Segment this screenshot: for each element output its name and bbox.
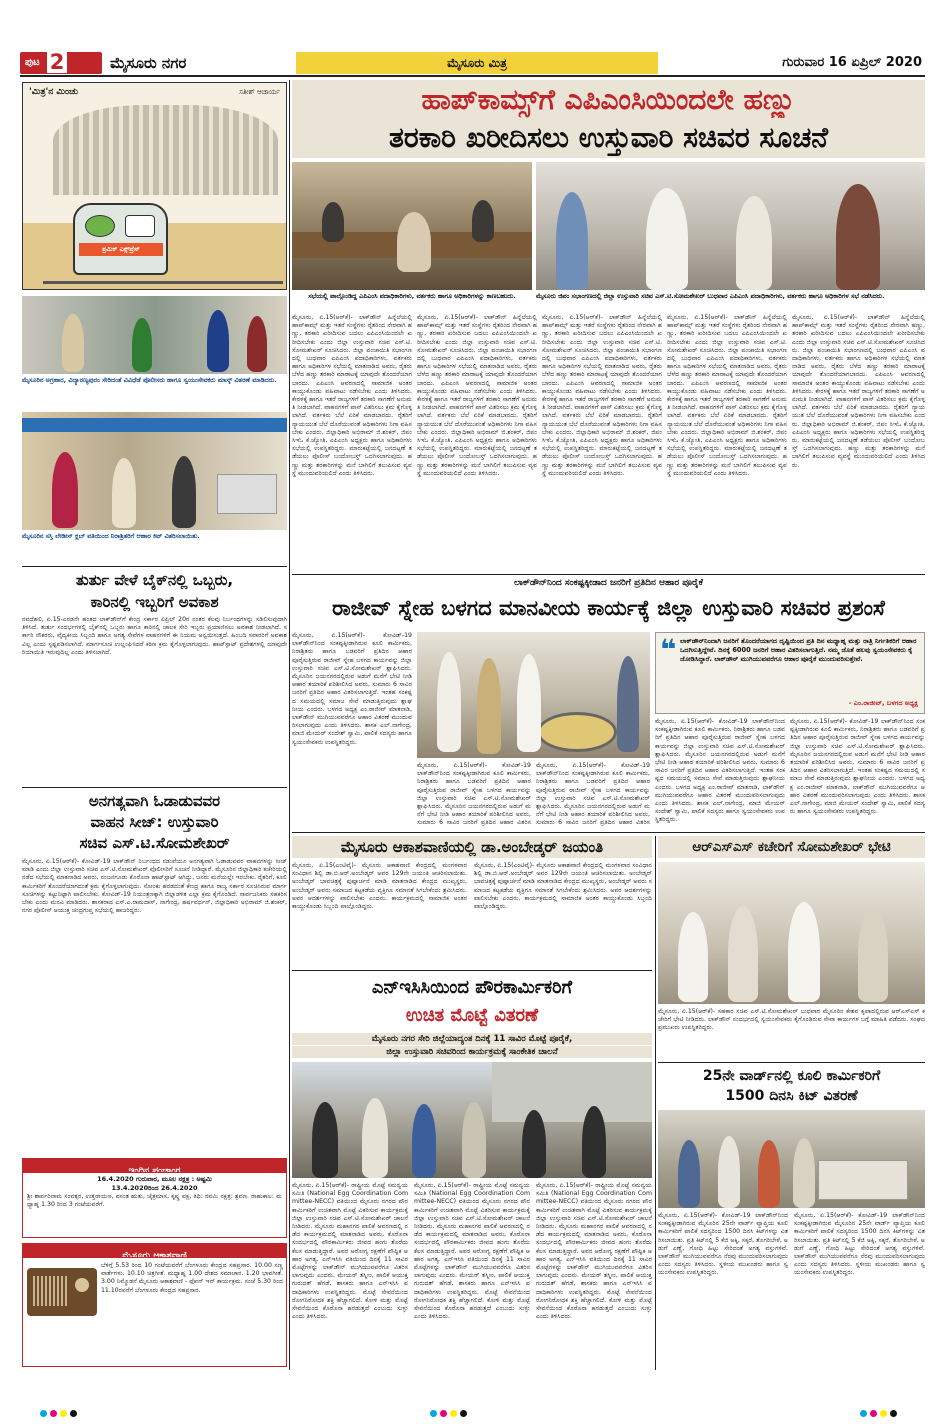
column-rule-left xyxy=(289,80,290,1370)
left-rule-1 xyxy=(22,566,287,567)
paper-name: ಮೈಸೂರು ಮಿತ್ರ xyxy=(447,56,507,70)
panchanga-body: ಶ್ರೀ ಶಾರ್ವರಿನಾಮ ಸಂವತ್ಸರ, ಉತ್ತರಾಯಣ, ವಸಂತ ಋತು, ಚೈತ್ರಮಾಸ, ಕೃಷ್ಣ ಪಕ್ಷ, ತಿಥಿ: ನವಮಿ ನಕ್ಷತ್ರ: ಶ್ರವಣ. ರಾಹುಕಾಲ: ಮಧ್ಯಾಹ್ನ 1.30 ರಿಂದ 3 ಗಂಟೆಯವರೆಗೆ. xyxy=(27,1193,282,1209)
left-photo-food-kits xyxy=(22,412,287,530)
main-caption-1: ಸಭೆಯಲ್ಲಿ ಪಾಲ್ಗೊಂಡಿದ್ದ ಎಪಿಎಂಸಿ ಪದಾಧಿಕಾರಿಗಳು, ವರ್ತಕರು ಹಾಗೂ ಅಧಿಕಾರಿಗಳನ್ನು ಕಾಣಬಹುದು. xyxy=(308,292,516,300)
column-rule-bottom-mid xyxy=(655,836,656,1370)
register-dot xyxy=(440,1410,447,1417)
rss-body: ಮೈಸೂರು, ಏ.15(ಆರ್‌ಕೆ)- ಸಹಕಾರ ಸಚಿವ ಎಸ್.ಟಿ.ಸೋಮಶೇಖರ್ ಬುಧವಾರ ಮೈಸೂರಿನ ಕೇಶವ ಕೃಪಾದಲ್ಲಿರುವ ಆರ್‌ಎಸ್‌ಎಸ್ ಕಚೇರಿಗೆ ಭೇಟಿ ನೀಡಿದರು. ಲಾಕ್‌ಡೌನ್ ಸಂದರ್ಭದಲ್ಲಿ ಸ್ವಯಂಸೇವಕರು ಕೈಗೊಂಡಿರುವ ಸೇವಾ ಕಾರ್ಯಗಳ ಬಗ್ಗೆ ಮಾಹಿತಿ ಪಡೆದರು. ಸಂಘದ ಪ್ರಮುಖರು ಉಪಸ್ಥಿತರಿದ್ದರು. xyxy=(658,1008,925,1032)
register-dot xyxy=(890,1410,897,1417)
page-label: ಪುಟ xyxy=(25,57,40,68)
rajiv-headline: ರಾಜೀವ್ ಸ್ನೇಹ ಬಳಗದ ಮಾನವೀಯ ಕಾರ್ಯಕ್ಕೆ ಜಿಲ್ಲಾ ಉಸ್ತುವಾರಿ ಸಚಿವರ ಪ್ರಶಂಸೆ xyxy=(332,596,885,620)
rss-headline: ಆರ್‌ಎಸ್‌ಎಸ್ ಕಚೇರಿಗೆ ಸೋಮಶೇಖರ್ ಭೇಟಿ xyxy=(658,836,925,858)
panchanga-title-bar xyxy=(22,1158,287,1176)
necc-subhead-2: ಜಿಲ್ಲಾ ಉಸ್ತುವಾರಿ ಸಚಿವರಿಂದ ಕಾರ್ಯಕ್ರಮಕ್ಕೆ ಸಾಂಕೇತಿಕ ಚಾಲನೆ xyxy=(292,1046,652,1058)
quote-attribution: - ಎಂ.ರಾಜೀವ್, ಬಳಗದ ಅಧ್ಯಕ್ಷ xyxy=(848,699,918,707)
page-number: 2 xyxy=(47,51,67,73)
rajiv-rule xyxy=(292,832,925,833)
rss-rule xyxy=(658,1062,925,1063)
necc-headline-1: ಎನ್‌ಇಸಿಸಿಯಿಂದ ಪೌರಕಾರ್ಮಿಕರಿಗೆ xyxy=(371,977,573,998)
kicker: ಲಾಕ್‌ಡೌನ್‌ನಿಂದ ಸಂಕಷ್ಟಕ್ಕೀಡಾದ ಜನರಿಗೆ ಪ್ರತಿದಿನ ಆಹಾರ ಪೂರೈಕೆ xyxy=(513,578,704,588)
masthead-rule xyxy=(20,75,925,77)
radio-title: ಮೈಸೂರು ಆಕಾಶವಾಣಿ xyxy=(122,1251,187,1261)
issue-date: ಗುರುವಾರ 16 ಏಪ್ರಿಲ್ 2020 xyxy=(782,55,922,70)
necc-subhead-1: ಮೈಸೂರು ನಗರ ಸೇರಿ ಜಿಲ್ಲೆಯಾದ್ಯಂತ ದಿನಕ್ಕೆ 11 ಸಾವಿರ ಮೊಟ್ಟೆ ಪೂರೈಕೆ, xyxy=(292,1033,652,1045)
rajiv-photo xyxy=(417,632,650,758)
seizure-headline-3: ಸಚಿವ ಎಸ್.ಟಿ.ಸೋಮಶೇಖರ್ xyxy=(79,834,230,852)
main-headline-2: ತರಕಾರಿ ಖರೀದಿಸಲು ಉಸ್ತುವಾರಿ ಸಚಿವರ ಸೂಚನೆ xyxy=(389,121,828,154)
left-photo-mask-distribution xyxy=(22,296,287,374)
main-body-col5: ಮೈಸೂರು, ಏ.15(ಆರ್‌ಕೆ)- ಲಾಕ್‌ಡೌನ್ ಹಿನ್ನೆಲೆಯಲ್ಲಿ ಹಾಪ್‌ಕಾಮ್ಸ್ ಮತ್ತು ಇತರೆ ಸಂಸ್ಥೆಗಳು ರೈತರಿಂದ ನೇರವಾಗಿ ಹಣ್ಣು, ತರಕಾರಿ ಖರೀದಿಸುವ ಬದಲು ಎಪಿಎಂಸಿಯಿಂದಲೇ ಖರೀದಿಸಬೇಕು ಎಂದು ಜಿಲ್ಲಾ ಉಸ್ತುವಾರಿ ಸಚಿವ ಎಸ್.ಟಿ.ಸೋಮಶೇಖರ್ ಸೂಚಿಸಿದರು. ಜಿಲ್ಲಾ ಪಂಚಾಯಿತಿ ಸಭಾಂಗಣದಲ್ಲಿ ಬುಧವಾರ ಎಪಿಎಂಸಿ ಪದಾಧಿಕಾರಿಗಳು, ವರ್ತಕರು ಹಾಗೂ ಅಧಿಕಾರಿಗಳ ಸಭೆಯಲ್ಲಿ ಮಾತನಾಡಿದ ಅವರು, ರೈತರು ಬೆಳೆದ ಹಣ್ಣು ತರಕಾರಿ ಮಾರಾಟಕ್ಕೆ ಯಾವುದೇ ತೊಂದರೆಯಾಗಬಾರದು. ಎಪಿಎಂಸಿ ಆವರಣದಲ್ಲಿ ಸಾಮಾಜಿಕ ಅಂತರ ಕಾಯ್ದುಕೊಂಡು ವಹಿವಾಟು ನಡೆಸಬೇಕು ಎಂದು ತಿಳಿಸಿದರು. ಕೇರಳಕ್ಕೆ ಹಾಗೂ ಇತರೆ ರಾಜ್ಯಗಳಿಗೆ ತರಕಾರಿ ಸಾಗಣೆಗೆ ಅನುಮತಿ ನೀಡಲಾಗಿದೆ. ವಾಹನಗಳಿಗೆ ಪಾಸ್ ವಿತರಿಸಲು ಕ್ರಮ ಕೈಗೊಳ್ಳಲಾಗಿದೆ. ವರ್ತಕರು ಬೆಲೆ ಏರಿಕೆ ಮಾಡಬಾರದು. ರೈತರಿಗೆ ನ್ಯಾಯಯುತ ಬೆಲೆ ದೊರೆಯುವಂತೆ ಅಧಿಕಾರಿಗಳು ನಿಗಾ ವಹಿಸಬೇಕು ಎಂದರು. ಜಿಲ್ಲಾಧಿಕಾರಿ ಅಭಿರಾಮ್ ಜಿ.ಶಂಕರ್, ಜಿಪಂ ಸಿಇಓ ಕೆ.ಜ್ಯೋತಿ, ಎಪಿಎಂಸಿ ಅಧ್ಯಕ್ಷರು ಹಾಗೂ ಅಧಿಕಾರಿಗಳು ಸಭೆಯಲ್ಲಿ ಉಪಸ್ಥಿತರಿದ್ದರು. ಮಾರುಕಟ್ಟೆಯಲ್ಲಿ ಜನದಟ್ಟಣೆ ತಡೆಯಲು ಪೊಲೀಸ್ ಬಂದೋಬಸ್ತ್ ಒದಗಿಸಲಾಗುವುದು. ಹಣ್ಣು ಮತ್ತು ತರಕಾರಿಗಳನ್ನು ಮನೆ ಬಾಗಿಲಿಗೆ ತಲುಪಿಸುವ ವ್ಯವಸ್ಥೆ ಮುಂದುವರಿಯಲಿದೆ ಎಂದು ತಿಳಿಸಿದರು. xyxy=(792,314,925,469)
rajiv-body-col2: ಮೈಸೂರು, ಏ.15(ಆರ್‌ಕೆ)- ಕೋವಿಡ್-19 ಲಾಕ್‌ಡೌನ್‌ನಿಂದ ಸಂಕಷ್ಟಕ್ಕೀಡಾಗಿರುವ ಕೂಲಿ ಕಾರ್ಮಿಕರು, ನಿರಾಶ್ರಿತರು ಹಾಗೂ ಬಡವರಿಗೆ ಪ್ರತಿದಿನ ಆಹಾರ ಪೂರೈಸುತ್ತಿರುವ ರಾಜೀವ್ ಸ್ನೇಹ ಬಳಗದ ಕಾರ್ಯವನ್ನು ಜಿಲ್ಲಾ ಉಸ್ತುವಾರಿ ಸಚಿವ ಎಸ್.ಟಿ.ಸೋಮಶೇಖರ್ ಶ್ಲಾಘಿಸಿದರು. ಮೈಸೂರಿನ ಜಯನಗರದಲ್ಲಿರುವ ಅಡುಗೆ ಮನೆಗೆ ಭೇಟಿ ನೀಡಿ ಆಹಾರ ತಯಾರಿಕೆ ಪರಿಶೀಲಿಸಿದ ಅವರು, ಸುಮಾರು 6 ಸಾವಿರ ಜನರಿಗೆ ಪ್ರತಿದಿನ ಆಹಾರ ವಿತರಿಸ xyxy=(417,762,531,827)
main-headline-band xyxy=(292,80,925,158)
register-marks-right xyxy=(860,1402,900,1421)
register-dot xyxy=(460,1410,467,1417)
ambedkar-rule xyxy=(292,970,652,971)
register-dot xyxy=(430,1410,437,1417)
seizure-body: ಮೈಸೂರು, ಏ.15(ಆರ್‌ಕೆ)- ಕೋವಿಡ್-19 ಲಾಕ್‌ಡೌನ್ ನಿರ್ಬಂಧದ ನಡುವೆಯೂ ಅನಗತ್ಯವಾಗಿ ಓಡಾಡುವವರ ವಾಹನಗಳನ್ನು ಸೀಜ್ ಮಾಡಿ ಎಂದು ಜಿಲ್ಲಾ ಉಸ್ತುವಾರಿ ಸಚಿವ ಎಸ್.ಟಿ.ಸೋಮಶೇಖರ್ ಪೊಲೀಸರಿಗೆ ಸೂಚನೆ ನೀಡಿದ್ದಾರೆ. ಮೈಸೂರಿನ ಜಿಲ್ಲಾಧಿಕಾರಿ ಕಚೇರಿಯಲ್ಲಿ ನಡೆದ ಸಭೆಯಲ್ಲಿ ಮಾತನಾಡಿದ ಅವರು, ನಂಜನಗೂಡು ಕೊರೊನಾ ಹಾಟ್‌ಸ್ಪಾಟ್ ಆಗಿದ್ದು, ಜನರು ಮನೆಯಲ್ಲೇ ಇರಬೇಕು. ರೈತರಿಗೆ, ಕೂಲಿ ಕಾರ್ಮಿಕರಿಗೆ ತೊಂದರೆಯಾಗದಂತೆ ಕ್ರಮ ಕೈಗೊಳ್ಳಲಾಗುವುದು. ಸೋಂಕು ಹರಡದಂತೆ ಕೇಂದ್ರ ಹಾಗೂ ರಾಜ್ಯ ಸರ್ಕಾರ ಸೂಚಿಸಿರುವ ಮಾರ್ಗಸೂಚಿಗಳನ್ನು ಕಟ್ಟುನಿಟ್ಟಾಗಿ ಪಾಲಿಸಬೇಕು. ಕೋವಿಡ್-19 ನಿಯಂತ್ರಣಕ್ಕಾಗಿ ಜಿಲ್ಲಾಡಳಿತ ಎಲ್ಲಾ ಕ್ರಮ ಕೈಗೊಂಡಿದೆ. ಸಾರ್ವಜನಿಕರು ಸಹಕರಿಸಬೇಕು ಎಂದು ಮನವಿ ಮಾಡಿದರು. ಶಾಸಕರಾದ ಎಸ್.ಎ.ರಾಮದಾಸ್, ನಾಗೇಂದ್ರ, ಹರ್ಷವರ್ಧನ್, ಜಿಲ್ಲಾಧಿಕಾರಿ ಅಭಿರಾಮ್ ಜಿ.ಶಂಕರ್, ನಗರ ಪೊಲೀಸ್ ಆಯುಕ್ತ ಚಂದ್ರಗುಪ್ತ ಸಭೆಯಲ್ಲಿ ಹಾಜರಿದ್ದರು. xyxy=(22,858,287,915)
seizure-headline-1: ಅನಗತ್ಯವಾಗಿ ಓಡಾಡುವವರ xyxy=(88,792,221,810)
cartoon-title: 'ಮಿತ್ರ'ನ ಮಿಂಚು xyxy=(29,87,79,97)
rajiv-body-col4: ಮೈಸೂರು, ಏ.15(ಆರ್‌ಕೆ)- ಕೋವಿಡ್-19 ಲಾಕ್‌ಡೌನ್‌ನಿಂದ ಸಂಕಷ್ಟಕ್ಕೀಡಾಗಿರುವ ಕೂಲಿ ಕಾರ್ಮಿಕರು, ನಿರಾಶ್ರಿತರು ಹಾಗೂ ಬಡವರಿಗೆ ಪ್ರತಿದಿನ ಆಹಾರ ಪೂರೈಸುತ್ತಿರುವ ರಾಜೀವ್ ಸ್ನೇಹ ಬಳಗದ ಕಾರ್ಯವನ್ನು ಜಿಲ್ಲಾ ಉಸ್ತುವಾರಿ ಸಚಿವ ಎಸ್.ಟಿ.ಸೋಮಶೇಖರ್ ಶ್ಲಾಘಿಸಿದರು. ಮೈಸೂರಿನ ಜಯನಗರದಲ್ಲಿರುವ ಅಡುಗೆ ಮನೆಗೆ ಭೇಟಿ ನೀಡಿ ಆಹಾರ ತಯಾರಿಕೆ ಪರಿಶೀಲಿಸಿದ ಅವರು, ಸುಮಾರು 6 ಸಾವಿರ ಜನರಿಗೆ ಪ್ರತಿದಿನ ಆಹಾರ ವಿತರಿಸಲಾಗುತ್ತಿದೆ. ಇಂತಹ ಸಂಕಷ್ಟದ ಸಮಯದಲ್ಲಿ ಸಮಾಜ ಸೇವೆ ಮಾಡುತ್ತಿರುವುದು ಶ್ಲಾಘನೀಯ ಎಂದರು. ಬಳಗದ ಅಧ್ಯಕ್ಷ ಎಂ.ರಾಜೀವ್ ಮಾತನಾಡಿ, ಲಾಕ್‌ಡೌನ್ ಮುಗಿಯುವವರೆಗೂ ಆಹಾರ ವಿತರಣೆ ಮುಂದುವರಿಸಲಾಗುವುದು ಎಂದು ತಿಳಿಸಿದರು. ಶಾಸಕ ಎಲ್.ನಾಗೇಂದ್ರ, ಮಾಜಿ ಮೇಯರ್ ಸಂದೇಶ್ ಸ್ವಾಮಿ, ಪಾಲಿಕೆ ಸದಸ್ಯರು ಹಾಗೂ ಸ್ವಯಂಸೇವಕರು ಉಪಸ್ಥಿತರಿದ್ದರು. xyxy=(655,718,785,824)
ward-photo xyxy=(658,1110,925,1208)
emergency-headline-2: ಕಾರಿನಲ್ಲಿ ಇಬ್ಬರಿಗೆ ಅವಕಾಶ xyxy=(90,593,219,611)
radio-title-bar xyxy=(22,1243,287,1261)
seizure-headline-2: ವಾಹನ ಸೀಜ್: ಉಸ್ತುವಾರಿ xyxy=(90,813,219,831)
register-dot xyxy=(60,1410,67,1417)
rajiv-body-col1: ಮೈಸೂರು, ಏ.15(ಆರ್‌ಕೆ)- ಕೋವಿಡ್-19 ಲಾಕ್‌ಡೌನ್‌ನಿಂದ ಸಂಕಷ್ಟಕ್ಕೀಡಾಗಿರುವ ಕೂಲಿ ಕಾರ್ಮಿಕರು, ನಿರಾಶ್ರಿತರು ಹಾಗೂ ಬಡವರಿಗೆ ಪ್ರತಿದಿನ ಆಹಾರ ಪೂರೈಸುತ್ತಿರುವ ರಾಜೀವ್ ಸ್ನೇಹ ಬಳಗದ ಕಾರ್ಯವನ್ನು ಜಿಲ್ಲಾ ಉಸ್ತುವಾರಿ ಸಚಿವ ಎಸ್.ಟಿ.ಸೋಮಶೇಖರ್ ಶ್ಲಾಘಿಸಿದರು. ಮೈಸೂರಿನ ಜಯನಗರದಲ್ಲಿರುವ ಅಡುಗೆ ಮನೆಗೆ ಭೇಟಿ ನೀಡಿ ಆಹಾರ ತಯಾರಿಕೆ ಪರಿಶೀಲಿಸಿದ ಅವರು, ಸುಮಾರು 6 ಸಾವಿರ ಜನರಿಗೆ ಪ್ರತಿದಿನ ಆಹಾರ ವಿತರಿಸಲಾಗುತ್ತಿದೆ. ಇಂತಹ ಸಂಕಷ್ಟದ ಸಮಯದಲ್ಲಿ ಸಮಾಜ ಸೇವೆ ಮಾಡುತ್ತಿರುವುದು ಶ್ಲಾಘನೀಯ ಎಂದರು. ಬಳಗದ ಅಧ್ಯಕ್ಷ ಎಂ.ರಾಜೀವ್ ಮಾತನಾಡಿ, ಲಾಕ್‌ಡೌನ್ ಮುಗಿಯುವವರೆಗೂ ಆಹಾರ ವಿತರಣೆ ಮುಂದುವರಿಸಲಾಗುವುದು ಎಂದು ತಿಳಿಸಿದರು. ಶಾಸಕ ಎಲ್.ನಾಗೇಂದ್ರ, ಮಾಜಿ ಮೇಯರ್ ಸಂದೇಶ್ ಸ್ವಾಮಿ, ಪಾಲಿಕೆ ಸದಸ್ಯರು ಹಾಗೂ ಸ್ವಯಂಸೇವಕರು ಉಪಸ್ಥಿತರಿದ್ದರು. xyxy=(292,632,412,746)
register-marks-center xyxy=(430,1402,470,1421)
rajiv-body-col5: ಮೈಸೂರು, ಏ.15(ಆರ್‌ಕೆ)- ಕೋವಿಡ್-19 ಲಾಕ್‌ಡೌನ್‌ನಿಂದ ಸಂಕಷ್ಟಕ್ಕೀಡಾಗಿರುವ ಕೂಲಿ ಕಾರ್ಮಿಕರು, ನಿರಾಶ್ರಿತರು ಹಾಗೂ ಬಡವರಿಗೆ ಪ್ರತಿದಿನ ಆಹಾರ ಪೂರೈಸುತ್ತಿರುವ ರಾಜೀವ್ ಸ್ನೇಹ ಬಳಗದ ಕಾರ್ಯವನ್ನು ಜಿಲ್ಲಾ ಉಸ್ತುವಾರಿ ಸಚಿವ ಎಸ್.ಟಿ.ಸೋಮಶೇಖರ್ ಶ್ಲಾಘಿಸಿದರು. ಮೈಸೂರಿನ ಜಯನಗರದಲ್ಲಿರುವ ಅಡುಗೆ ಮನೆಗೆ ಭೇಟಿ ನೀಡಿ ಆಹಾರ ತಯಾರಿಕೆ ಪರಿಶೀಲಿಸಿದ ಅವರು, ಸುಮಾರು 6 ಸಾವಿರ ಜನರಿಗೆ ಪ್ರತಿದಿನ ಆಹಾರ ವಿತರಿಸಲಾಗುತ್ತಿದೆ. ಇಂತಹ ಸಂಕಷ್ಟದ ಸಮಯದಲ್ಲಿ ಸಮಾಜ ಸೇವೆ ಮಾಡುತ್ತಿರುವುದು ಶ್ಲಾಘನೀಯ ಎಂದರು. ಬಳಗದ ಅಧ್ಯಕ್ಷ ಎಂ.ರಾಜೀವ್ ಮಾತನಾಡಿ, ಲಾಕ್‌ಡೌನ್ ಮುಗಿಯುವವರೆಗೂ ಆಹಾರ ವಿತರಣೆ ಮುಂದುವರಿಸಲಾಗುವುದು ಎಂದು ತಿಳಿಸಿದರು. ಶಾಸಕ ಎಲ್.ನಾಗೇಂದ್ರ, ಮಾಜಿ ಮೇಯರ್ ಸಂದೇಶ್ ಸ್ವಾಮಿ, ಪಾಲಿಕೆ ಸದಸ್ಯರು ಹಾಗೂ ಸ್ವಯಂಸೇವಕರು ಉಪಸ್ಥಿತರಿದ್ದರು. xyxy=(790,718,925,816)
panchanga-line1: 16.4.2020 ಗುರುವಾರ, ಮೂಲ ನಕ್ಷತ್ರ : ಅಷ್ಟಮಿ xyxy=(97,1175,212,1183)
ambedkar-headline: ಮೈಸೂರು ಆಕಾಶವಾಣಿಯಲ್ಲಿ ಡಾ.ಅಂಬೇಡ್ಕರ್ ಜಯಂತಿ xyxy=(292,836,652,858)
necc-body-col2: ಮೈಸೂರು, ಏ.15(ಆರ್‌ಕೆ)- ರಾಷ್ಟ್ರೀಯ ಮೊಟ್ಟೆ ಸಮನ್ವಯ ಸಮಿತಿ (National Egg Coordination Committee-NECC) ವತಿಯಿಂದ ಮೈಸೂರು ನಗರದ ಪೌರಕಾರ್ಮಿಕರಿಗೆ ಉಚಿತವಾಗಿ ಮೊಟ್ಟೆ ವಿತರಿಸುವ ಕಾರ್ಯಕ್ರಮಕ್ಕೆ ಜಿಲ್ಲಾ ಉಸ್ತುವಾರಿ ಸಚಿವ ಎಸ್.ಟಿ.ಸೋಮಶೇಖರ್ ಚಾಲನೆ ನೀಡಿದರು. ಮೈಸೂರು ಮಹಾನಗರ ಪಾಲಿಕೆ ಆವರಣದಲ್ಲಿ ನಡೆದ ಕಾರ್ಯಕ್ರಮದಲ್ಲಿ ಮಾತನಾಡಿದ ಅವರು, ಕೊರೊನಾ ಸಂದರ್ಭದಲ್ಲಿ ಪೌರಕಾರ್ಮಿಕರು ಜೀವದ ಹಂಗು ತೊರೆದು ಕೆಲಸ ಮಾಡುತ್ತಿದ್ದಾರೆ. ಅವರ ಆರೋಗ್ಯ ರಕ್ಷಣೆಗೆ ಪೌಷ್ಟಿಕ ಆಹಾರ ಅಗತ್ಯ. ಎನ್‌ಇಸಿಸಿ ವತಿಯಿಂದ ದಿನಕ್ಕೆ 11 ಸಾವಿರ ಮೊಟ್ಟೆಗಳನ್ನು ಲಾಕ್‌ಡೌನ್ ಮುಗಿಯುವವರೆಗೂ ವಿತರಿಸಲಾಗುವುದು ಎಂದರು. ಮೇಯರ್ ತಸ್ನೀಂ, ಪಾಲಿಕೆ ಆಯುಕ್ತ ಗುರುದತ್ ಹೆಗಡೆ, ಶಾಸಕರು ಹಾಗೂ ಎನ್‌ಇಸಿಸಿ ಪದಾಧಿಕಾರಿಗಳು ಉಪಸ್ಥಿತರಿದ್ದರು. ಮೊಟ್ಟೆ ಸೇವನೆಯಿಂದ ರೋಗನಿರೋಧಕ ಶಕ್ತಿ ಹೆಚ್ಚಾಗಲಿದೆ. ಕೋಳಿ ಮತ್ತು ಮೊಟ್ಟೆ ಸೇವನೆಯಿಂದ ಕೊರೊನಾ ಹರಡುತ್ತದೆ ಎಂಬುದು ಸುಳ್ಳು ಎಂದು ತಿಳಿಸಿದರು. xyxy=(414,1182,530,1321)
main-photo-1 xyxy=(292,162,532,290)
left-rule-2 xyxy=(22,787,287,788)
main-story-rule xyxy=(292,574,925,575)
ward-body-col2: ಮೈಸೂರು, ಏ.15(ಆರ್‌ಕೆ)- ಕೋವಿಡ್-19 ಲಾಕ್‌ಡೌನ್‌ನಿಂದ ಸಂಕಷ್ಟಕ್ಕೀಡಾಗಿರುವ ಮೈಸೂರಿನ 25ನೇ ವಾರ್ಡ್ ವ್ಯಾಪ್ತಿಯ ಕೂಲಿ ಕಾರ್ಮಿಕರಿಗೆ ಪಾಲಿಕೆ ಸದಸ್ಯರಿಂದ 1500 ದಿನಸಿ ಕಿಟ್‌ಗಳನ್ನು ವಿತರಿಸಲಾಯಿತು. ಪ್ರತಿ ಕಿಟ್‌ನಲ್ಲಿ 5 ಕೆಜಿ ಅಕ್ಕಿ, ಸಕ್ಕರೆ, ತೊಗರಿಬೇಳೆ, ಅಡುಗೆ ಎಣ್ಣೆ, ಗೋಧಿ ಹಿಟ್ಟು ಸೇರಿದಂತೆ ಅಗತ್ಯ ವಸ್ತುಗಳಿವೆ. ಲಾಕ್‌ಡೌನ್ ಮುಗಿಯುವವರೆಗೂ ನೆರವು ಮುಂದುವರಿಸಲಾಗುವುದು ಎಂದು ಸದಸ್ಯರು ತಿಳಿಸಿದರು. ಸ್ಥಳೀಯ ಮುಖಂಡರು ಹಾಗೂ ಸ್ವಯಂಸೇವಕರು ಉಪಸ್ಥಿತರಿದ್ದರು. xyxy=(794,1212,925,1277)
section-name: ಮೈಸೂರು ನಗರ xyxy=(110,54,187,72)
panchanga-line2: 13.4.2020ರಿಂದ 26.4.2020 xyxy=(111,1184,198,1192)
emergency-body: ನವದೆಹಲಿ, ಏ.15-ಎರಡನೇ ಹಂತದ ಲಾಕ್‌ಡೌನ್‌ಗೆ ಕೇಂದ್ರ ಸರ್ಕಾರ ಏಪ್ರಿಲ್ 20ರ ನಂತರ ಕೆಲವು ನಿರ್ಬಂಧಗಳನ್ನು ಸಡಿಲಿಸುವುದಾಗಿ ತಿಳಿಸಿದೆ. ತುರ್ತು ಸಂದರ್ಭಗಳಲ್ಲಿ ಬೈಕ್‌ನಲ್ಲಿ ಒಬ್ಬರು ಹಾಗೂ ಕಾರಿನಲ್ಲಿ ಚಾಲಕ ಸೇರಿ ಇಬ್ಬರು ಪ್ರಯಾಣಿಸಲು ಅವಕಾಶ ನೀಡಲಾಗಿದೆ. ಸರ್ಕಾರಿ ನೌಕರರು, ವೈದ್ಯಕೀಯ ಸಿಬ್ಬಂದಿ ಹಾಗೂ ಅಗತ್ಯ ಸೇವೆಗಳ ವಾಹನಗಳಿಗೆ ಈ ನಿಯಮ ಅನ್ವಯಿಸುತ್ತದೆ. ಹಿಂಬದಿ ಸವಾರರಿಗೆ ಅವಕಾಶವಿಲ್ಲ ಎಂದು ಸ್ಪಷ್ಟಪಡಿಸಲಾಗಿದೆ. ಮಾರ್ಗಸೂಚಿ ಉಲ್ಲಂಘಿಸಿದರೆ ಕಠಿಣ ಕ್ರಮ ಕೈಗೊಳ್ಳಲಾಗುವುದು. ಹಾಟ್‌ಸ್ಪಾಟ್ ಪ್ರದೇಶಗಳಲ್ಲಿ ಯಾವುದೇ ರಿಯಾಯಿತಿ ಇರುವುದಿಲ್ಲ ಎಂದು ತಿಳಿಸಲಾಗಿದೆ. xyxy=(22,616,287,656)
page-badge xyxy=(20,52,102,74)
rss-photo xyxy=(658,862,925,1004)
register-dot xyxy=(880,1410,887,1417)
cartoon-artist: ಸತೀಶ್ ಆಚಾರ್ಯ xyxy=(239,88,280,96)
radio-set-icon xyxy=(27,1268,97,1316)
necc-headline-2: ಉಚಿತ ಮೊಟ್ಟೆ ವಿತರಣೆ xyxy=(405,1005,539,1026)
ambedkar-body-col1: ಮೈಸೂರು, ಏ.15(ಎಂಟಿವೈ)- ಮೈಸೂರು ಆಕಾಶವಾಣಿ ಕೇಂದ್ರದಲ್ಲಿ ಮಂಗಳವಾರ ಸಂವಿಧಾನ ಶಿಲ್ಪಿ ಡಾ.ಬಿ.ಆರ್.ಅಂಬೇಡ್ಕರ್ ಅವರ 129ನೇ ಜಯಂತಿ ಆಚರಿಸಲಾಯಿತು. ಅಂಬೇಡ್ಕರ್ ಭಾವಚಿತ್ರಕ್ಕೆ ಪುಷ್ಪಾರ್ಚನೆ ಮಾಡಿ ಮಾತನಾಡಿದ ಕೇಂದ್ರದ ಮುಖ್ಯಸ್ಥರು, ಅಂಬೇಡ್ಕರ್ ಅವರು ಸಮಾಜದ ಕಟ್ಟಕಡೆಯ ವ್ಯಕ್ತಿಗೂ ಸಮಾನತೆ ಸಿಗಬೇಕೆಂದು ಶ್ರಮಿಸಿದರು. ಅವರ ಆದರ್ಶಗಳನ್ನು ಪಾಲಿಸಬೇಕು ಎಂದರು. ಕಾರ್ಯಕ್ರಮದಲ್ಲಿ ಸಾಮಾಜಿಕ ಅಂತರ ಕಾಯ್ದುಕೊಂಡು ಸಿಬ್ಬಂದಿ ಪಾಲ್ಗೊಂಡಿದ್ದರು. xyxy=(292,862,467,911)
masthead xyxy=(20,52,925,74)
register-dot xyxy=(450,1410,457,1417)
rajiv-body-col3: ಮೈಸೂರು, ಏ.15(ಆರ್‌ಕೆ)- ಕೋವಿಡ್-19 ಲಾಕ್‌ಡೌನ್‌ನಿಂದ ಸಂಕಷ್ಟಕ್ಕೀಡಾಗಿರುವ ಕೂಲಿ ಕಾರ್ಮಿಕರು, ನಿರಾಶ್ರಿತರು ಹಾಗೂ ಬಡವರಿಗೆ ಪ್ರತಿದಿನ ಆಹಾರ ಪೂರೈಸುತ್ತಿರುವ ರಾಜೀವ್ ಸ್ನೇಹ ಬಳಗದ ಕಾರ್ಯವನ್ನು ಜಿಲ್ಲಾ ಉಸ್ತುವಾರಿ ಸಚಿವ ಎಸ್.ಟಿ.ಸೋಮಶೇಖರ್ ಶ್ಲಾಘಿಸಿದರು. ಮೈಸೂರಿನ ಜಯನಗರದಲ್ಲಿರುವ ಅಡುಗೆ ಮನೆಗೆ ಭೇಟಿ ನೀಡಿ ಆಹಾರ ತಯಾರಿಕೆ ಪರಿಶೀಲಿಸಿದ ಅವರು, ಸುಮಾರು 6 ಸಾವಿರ ಜನರಿಗೆ ಪ್ರತಿದಿನ ಆಹಾರ ವಿತರಿಸ xyxy=(536,762,650,827)
main-body-col2: ಮೈಸೂರು, ಏ.15(ಆರ್‌ಕೆ)- ಲಾಕ್‌ಡೌನ್ ಹಿನ್ನೆಲೆಯಲ್ಲಿ ಹಾಪ್‌ಕಾಮ್ಸ್ ಮತ್ತು ಇತರೆ ಸಂಸ್ಥೆಗಳು ರೈತರಿಂದ ನೇರವಾಗಿ ಹಣ್ಣು, ತರಕಾರಿ ಖರೀದಿಸುವ ಬದಲು ಎಪಿಎಂಸಿಯಿಂದಲೇ ಖರೀದಿಸಬೇಕು ಎಂದು ಜಿಲ್ಲಾ ಉಸ್ತುವಾರಿ ಸಚಿವ ಎಸ್.ಟಿ.ಸೋಮಶೇಖರ್ ಸೂಚಿಸಿದರು. ಜಿಲ್ಲಾ ಪಂಚಾಯಿತಿ ಸಭಾಂಗಣದಲ್ಲಿ ಬುಧವಾರ ಎಪಿಎಂಸಿ ಪದಾಧಿಕಾರಿಗಳು, ವರ್ತಕರು ಹಾಗೂ ಅಧಿಕಾರಿಗಳ ಸಭೆಯಲ್ಲಿ ಮಾತನಾಡಿದ ಅವರು, ರೈತರು ಬೆಳೆದ ಹಣ್ಣು ತರಕಾರಿ ಮಾರಾಟಕ್ಕೆ ಯಾವುದೇ ತೊಂದರೆಯಾಗಬಾರದು. ಎಪಿಎಂಸಿ ಆವರಣದಲ್ಲಿ ಸಾಮಾಜಿಕ ಅಂತರ ಕಾಯ್ದುಕೊಂಡು ವಹಿವಾಟು ನಡೆಸಬೇಕು ಎಂದು ತಿಳಿಸಿದರು. ಕೇರಳಕ್ಕೆ ಹಾಗೂ ಇತರೆ ರಾಜ್ಯಗಳಿಗೆ ತರಕಾರಿ ಸಾಗಣೆಗೆ ಅನುಮತಿ ನೀಡಲಾಗಿದೆ. ವಾಹನಗಳಿಗೆ ಪಾಸ್ ವಿತರಿಸಲು ಕ್ರಮ ಕೈಗೊಳ್ಳಲಾಗಿದೆ. ವರ್ತಕರು ಬೆಲೆ ಏರಿಕೆ ಮಾಡಬಾರದು. ರೈತರಿಗೆ ನ್ಯಾಯಯುತ ಬೆಲೆ ದೊರೆಯುವಂತೆ ಅಧಿಕಾರಿಗಳು ನಿಗಾ ವಹಿಸಬೇಕು ಎಂದರು. ಜಿಲ್ಲಾಧಿಕಾರಿ ಅಭಿರಾಮ್ ಜಿ.ಶಂಕರ್, ಜಿಪಂ ಸಿಇಓ ಕೆ.ಜ್ಯೋತಿ, ಎಪಿಎಂಸಿ ಅಧ್ಯಕ್ಷರು ಹಾಗೂ ಅಧಿಕಾರಿಗಳು ಸಭೆಯಲ್ಲಿ ಉಪಸ್ಥಿತರಿದ್ದರು. ಮಾರುಕಟ್ಟೆಯಲ್ಲಿ ಜನದಟ್ಟಣೆ ತಡೆಯಲು ಪೊಲೀಸ್ ಬಂದೋಬಸ್ತ್ ಒದಗಿಸಲಾಗುವುದು. ಹಣ್ಣು ಮತ್ತು ತರಕಾರಿಗಳನ್ನು ಮನೆ ಬಾಗಿಲಿಗೆ ತಲುಪಿಸುವ ವ್ಯವಸ್ಥೆ ಮುಂದುವರಿಯಲಿದೆ ಎಂದು ತಿಳಿಸಿದರು. xyxy=(417,314,537,477)
register-dot xyxy=(50,1410,57,1417)
ward-headline-1: 25ನೇ ವಾರ್ಡ್‌ನಲ್ಲಿ ಕೂಲಿ ಕಾರ್ಮಿಕರಿಗೆ xyxy=(702,1068,881,1084)
ward-body-col1: ಮೈಸೂರು, ಏ.15(ಆರ್‌ಕೆ)- ಕೋವಿಡ್-19 ಲಾಕ್‌ಡೌನ್‌ನಿಂದ ಸಂಕಷ್ಟಕ್ಕೀಡಾಗಿರುವ ಮೈಸೂರಿನ 25ನೇ ವಾರ್ಡ್ ವ್ಯಾಪ್ತಿಯ ಕೂಲಿ ಕಾರ್ಮಿಕರಿಗೆ ಪಾಲಿಕೆ ಸದಸ್ಯರಿಂದ 1500 ದಿನಸಿ ಕಿಟ್‌ಗಳನ್ನು ವಿತರಿಸಲಾಯಿತು. ಪ್ರತಿ ಕಿಟ್‌ನಲ್ಲಿ 5 ಕೆಜಿ ಅಕ್ಕಿ, ಸಕ್ಕರೆ, ತೊಗರಿಬೇಳೆ, ಅಡುಗೆ ಎಣ್ಣೆ, ಗೋಧಿ ಹಿಟ್ಟು ಸೇರಿದಂತೆ ಅಗತ್ಯ ವಸ್ತುಗಳಿವೆ. ಲಾಕ್‌ಡೌನ್ ಮುಗಿಯುವವರೆಗೂ ನೆರವು ಮುಂದುವರಿಸಲಾಗುವುದು ಎಂದು ಸದಸ್ಯರು ತಿಳಿಸಿದರು. ಸ್ಥಳೀಯ ಮುಖಂಡರು ಹಾಗೂ ಸ್ವಯಂಸೇವಕರು ಉಪಸ್ಥಿತರಿದ್ದರು. xyxy=(658,1212,788,1277)
emergency-headline-1: ತುರ್ತು ವೇಳೆ ಬೈಕ್‌ನಲ್ಲಿ ಒಬ್ಬರು, xyxy=(75,571,234,589)
radio-box xyxy=(22,1257,287,1367)
quote-mark-icon: ❝ xyxy=(660,633,677,666)
main-caption-2: ಮೈಸೂರು ಜಿಪಂ ಸಭಾಂಗಣದಲ್ಲಿ ಜಿಲ್ಲಾ ಉಸ್ತುವಾರಿ ಸಚಿವ ಎಸ್.ಟಿ.ಸೋಮಶೇಖರ್ ಬುಧವಾರ ಎಪಿಎಂಸಿ ಪದಾಧಿಕಾರಿಗಳು, ವರ್ತಕರು ಹಾಗೂ ಅಧಿಕಾರಿಗಳ ಸಭೆ ನಡೆಸಿದರು. xyxy=(536,292,885,300)
ambedkar-body-col2: ಮೈಸೂರು, ಏ.15(ಎಂಟಿವೈ)- ಮೈಸೂರು ಆಕಾಶವಾಣಿ ಕೇಂದ್ರದಲ್ಲಿ ಮಂಗಳವಾರ ಸಂವಿಧಾನ ಶಿಲ್ಪಿ ಡಾ.ಬಿ.ಆರ್.ಅಂಬೇಡ್ಕರ್ ಅವರ 129ನೇ ಜಯಂತಿ ಆಚರಿಸಲಾಯಿತು. ಅಂಬೇಡ್ಕರ್ ಭಾವಚಿತ್ರಕ್ಕೆ ಪುಷ್ಪಾರ್ಚನೆ ಮಾಡಿ ಮಾತನಾಡಿದ ಕೇಂದ್ರದ ಮುಖ್ಯಸ್ಥರು, ಅಂಬೇಡ್ಕರ್ ಅವರು ಸಮಾಜದ ಕಟ್ಟಕಡೆಯ ವ್ಯಕ್ತಿಗೂ ಸಮಾನತೆ ಸಿಗಬೇಕೆಂದು ಶ್ರಮಿಸಿದರು. ಅವರ ಆದರ್ಶಗಳನ್ನು ಪಾಲಿಸಬೇಕು ಎಂದರು. ಕಾರ್ಯಕ್ರಮದಲ್ಲಿ ಸಾಮಾಜಿಕ ಅಂತರ ಕಾಯ್ದುಕೊಂಡು ಸಿಬ್ಬಂದಿ ಪಾಲ್ಗೊಂಡಿದ್ದರು. xyxy=(474,862,652,911)
main-body-col1: ಮೈಸೂರು, ಏ.15(ಆರ್‌ಕೆ)- ಲಾಕ್‌ಡೌನ್ ಹಿನ್ನೆಲೆಯಲ್ಲಿ ಹಾಪ್‌ಕಾಮ್ಸ್ ಮತ್ತು ಇತರೆ ಸಂಸ್ಥೆಗಳು ರೈತರಿಂದ ನೇರವಾಗಿ ಹಣ್ಣು, ತರಕಾರಿ ಖರೀದಿಸುವ ಬದಲು ಎಪಿಎಂಸಿಯಿಂದಲೇ ಖರೀದಿಸಬೇಕು ಎಂದು ಜಿಲ್ಲಾ ಉಸ್ತುವಾರಿ ಸಚಿವ ಎಸ್.ಟಿ.ಸೋಮಶೇಖರ್ ಸೂಚಿಸಿದರು. ಜಿಲ್ಲಾ ಪಂಚಾಯಿತಿ ಸಭಾಂಗಣದಲ್ಲಿ ಬುಧವಾರ ಎಪಿಎಂಸಿ ಪದಾಧಿಕಾರಿಗಳು, ವರ್ತಕರು ಹಾಗೂ ಅಧಿಕಾರಿಗಳ ಸಭೆಯಲ್ಲಿ ಮಾತನಾಡಿದ ಅವರು, ರೈತರು ಬೆಳೆದ ಹಣ್ಣು ತರಕಾರಿ ಮಾರಾಟಕ್ಕೆ ಯಾವುದೇ ತೊಂದರೆಯಾಗಬಾರದು. ಎಪಿಎಂಸಿ ಆವರಣದಲ್ಲಿ ಸಾಮಾಜಿಕ ಅಂತರ ಕಾಯ್ದುಕೊಂಡು ವಹಿವಾಟು ನಡೆಸಬೇಕು ಎಂದು ತಿಳಿಸಿದರು. ಕೇರಳಕ್ಕೆ ಹಾಗೂ ಇತರೆ ರಾಜ್ಯಗಳಿಗೆ ತರಕಾರಿ ಸಾಗಣೆಗೆ ಅನುಮತಿ ನೀಡಲಾಗಿದೆ. ವಾಹನಗಳಿಗೆ ಪಾಸ್ ವಿತರಿಸಲು ಕ್ರಮ ಕೈಗೊಳ್ಳಲಾಗಿದೆ. ವರ್ತಕರು ಬೆಲೆ ಏರಿಕೆ ಮಾಡಬಾರದು. ರೈತರಿಗೆ ನ್ಯಾಯಯುತ ಬೆಲೆ ದೊರೆಯುವಂತೆ ಅಧಿಕಾರಿಗಳು ನಿಗಾ ವಹಿಸಬೇಕು ಎಂದರು. ಜಿಲ್ಲಾಧಿಕಾರಿ ಅಭಿರಾಮ್ ಜಿ.ಶಂಕರ್, ಜಿಪಂ ಸಿಇಓ ಕೆ.ಜ್ಯೋತಿ, ಎಪಿಎಂಸಿ ಅಧ್ಯಕ್ಷರು ಹಾಗೂ ಅಧಿಕಾರಿಗಳು ಸಭೆಯಲ್ಲಿ ಉಪಸ್ಥಿತರಿದ್ದರು. ಮಾರುಕಟ್ಟೆಯಲ್ಲಿ ಜನದಟ್ಟಣೆ ತಡೆಯಲು ಪೊಲೀಸ್ ಬಂದೋಬಸ್ತ್ ಒದಗಿಸಲಾಗುವುದು. ಹಣ್ಣು ಮತ್ತು ತರಕಾರಿಗಳನ್ನು ಮನೆ ಬಾಗಿಲಿಗೆ ತಲುಪಿಸುವ ವ್ಯವಸ್ಥೆ ಮುಂದುವರಿಯಲಿದೆ ಎಂದು ತಿಳಿಸಿದರು. xyxy=(292,314,412,477)
quote-text: ಲಾಕ್‌ಡೌನ್‌ನಿಂದಾಗಿ ಜನರಿಗೆ ತೊಂದರೆಯಾಗದ ದೃಷ್ಟಿಯಿಂದ ಪ್ರತಿ ದಿನ ಮಧ್ಯಾಹ್ನ ಮತ್ತು ರಾತ್ರಿ ನಿರ್ಗತಿಕರಿಗೆ ಆಹಾರ ಒದಗಿಸುತ್ತಿದ್ದೇವೆ. ದಿನಕ್ಕೆ 6000 ಜನರಿಗೆ ಆಹಾರ ವಿತರಿಸಲಾಗುತ್ತಿದೆ. ನಮ್ಮ ಜೊತೆ ಹಲವು ಸ್ವಯಂಸೇವಕರು ಕೈ ಜೋಡಿಸಿದ್ದಾರೆ. ಲಾಕ್‌ಡೌನ್ ಮುಗಿಯುವವರೆಗೂ ಆಹಾರ ಪೂರೈಕೆ ಮುಂದುವರಿಸುತ್ತೇವೆ. xyxy=(680,637,917,663)
main-photo-2 xyxy=(536,162,925,290)
left-photo2-caption: ಮೈಸೂರಿನ ಸಸ್ತಿ ಲೇಡೀಸ್ ಕ್ಲಬ್ ವತಿಯಿಂದ ನಿರಾಶ್ರಿತರಿಗೆ ಆಹಾರ ಕಿಟ್ ವಿತರಿಸಲಾಯಿತು. xyxy=(22,532,200,540)
necc-body-col3: ಮೈಸೂರು, ಏ.15(ಆರ್‌ಕೆ)- ರಾಷ್ಟ್ರೀಯ ಮೊಟ್ಟೆ ಸಮನ್ವಯ ಸಮಿತಿ (National Egg Coordination Committee-NECC) ವತಿಯಿಂದ ಮೈಸೂರು ನಗರದ ಪೌರಕಾರ್ಮಿಕರಿಗೆ ಉಚಿತವಾಗಿ ಮೊಟ್ಟೆ ವಿತರಿಸುವ ಕಾರ್ಯಕ್ರಮಕ್ಕೆ ಜಿಲ್ಲಾ ಉಸ್ತುವಾರಿ ಸಚಿವ ಎಸ್.ಟಿ.ಸೋಮಶೇಖರ್ ಚಾಲನೆ ನೀಡಿದರು. ಮೈಸೂರು ಮಹಾನಗರ ಪಾಲಿಕೆ ಆವರಣದಲ್ಲಿ ನಡೆದ ಕಾರ್ಯಕ್ರಮದಲ್ಲಿ ಮಾತನಾಡಿದ ಅವರು, ಕೊರೊನಾ ಸಂದರ್ಭದಲ್ಲಿ ಪೌರಕಾರ್ಮಿಕರು ಜೀವದ ಹಂಗು ತೊರೆದು ಕೆಲಸ ಮಾಡುತ್ತಿದ್ದಾರೆ. ಅವರ ಆರೋಗ್ಯ ರಕ್ಷಣೆಗೆ ಪೌಷ್ಟಿಕ ಆಹಾರ ಅಗತ್ಯ. ಎನ್‌ಇಸಿಸಿ ವತಿಯಿಂದ ದಿನಕ್ಕೆ 11 ಸಾವಿರ ಮೊಟ್ಟೆಗಳನ್ನು ಲಾಕ್‌ಡೌನ್ ಮುಗಿಯುವವರೆಗೂ ವಿತರಿಸಲಾಗುವುದು ಎಂದರು. ಮೇಯರ್ ತಸ್ನೀಂ, ಪಾಲಿಕೆ ಆಯುಕ್ತ ಗುರುದತ್ ಹೆಗಡೆ, ಶಾಸಕರು ಹಾಗೂ ಎನ್‌ಇಸಿಸಿ ಪದಾಧಿಕಾರಿಗಳು ಉಪಸ್ಥಿತರಿದ್ದರು. ಮೊಟ್ಟೆ ಸೇವನೆಯಿಂದ ರೋಗನಿರೋಧಕ ಶಕ್ತಿ ಹೆಚ್ಚಾಗಲಿದೆ. ಕೋಳಿ ಮತ್ತು ಮೊಟ್ಟೆ ಸೇವನೆಯಿಂದ ಕೊರೊನಾ ಹರಡುತ್ತದೆ ಎಂಬುದು ಸುಳ್ಳು ಎಂದು ತಿಳಿಸಿದರು. xyxy=(536,1182,652,1321)
main-body-col3: ಮೈಸೂರು, ಏ.15(ಆರ್‌ಕೆ)- ಲಾಕ್‌ಡೌನ್ ಹಿನ್ನೆಲೆಯಲ್ಲಿ ಹಾಪ್‌ಕಾಮ್ಸ್ ಮತ್ತು ಇತರೆ ಸಂಸ್ಥೆಗಳು ರೈತರಿಂದ ನೇರವಾಗಿ ಹಣ್ಣು, ತರಕಾರಿ ಖರೀದಿಸುವ ಬದಲು ಎಪಿಎಂಸಿಯಿಂದಲೇ ಖರೀದಿಸಬೇಕು ಎಂದು ಜಿಲ್ಲಾ ಉಸ್ತುವಾರಿ ಸಚಿವ ಎಸ್.ಟಿ.ಸೋಮಶೇಖರ್ ಸೂಚಿಸಿದರು. ಜಿಲ್ಲಾ ಪಂಚಾಯಿತಿ ಸಭಾಂಗಣದಲ್ಲಿ ಬುಧವಾರ ಎಪಿಎಂಸಿ ಪದಾಧಿಕಾರಿಗಳು, ವರ್ತಕರು ಹಾಗೂ ಅಧಿಕಾರಿಗಳ ಸಭೆಯಲ್ಲಿ ಮಾತನಾಡಿದ ಅವರು, ರೈತರು ಬೆಳೆದ ಹಣ್ಣು ತರಕಾರಿ ಮಾರಾಟಕ್ಕೆ ಯಾವುದೇ ತೊಂದರೆಯಾಗಬಾರದು. ಎಪಿಎಂಸಿ ಆವರಣದಲ್ಲಿ ಸಾಮಾಜಿಕ ಅಂತರ ಕಾಯ್ದುಕೊಂಡು ವಹಿವಾಟು ನಡೆಸಬೇಕು ಎಂದು ತಿಳಿಸಿದರು. ಕೇರಳಕ್ಕೆ ಹಾಗೂ ಇತರೆ ರಾಜ್ಯಗಳಿಗೆ ತರಕಾರಿ ಸಾಗಣೆಗೆ ಅನುಮತಿ ನೀಡಲಾಗಿದೆ. ವಾಹನಗಳಿಗೆ ಪಾಸ್ ವಿತರಿಸಲು ಕ್ರಮ ಕೈಗೊಳ್ಳಲಾಗಿದೆ. ವರ್ತಕರು ಬೆಲೆ ಏರಿಕೆ ಮಾಡಬಾರದು. ರೈತರಿಗೆ ನ್ಯಾಯಯುತ ಬೆಲೆ ದೊರೆಯುವಂತೆ ಅಧಿಕಾರಿಗಳು ನಿಗಾ ವಹಿಸಬೇಕು ಎಂದರು. ಜಿಲ್ಲಾಧಿಕಾರಿ ಅಭಿರಾಮ್ ಜಿ.ಶಂಕರ್, ಜಿಪಂ ಸಿಇಓ ಕೆ.ಜ್ಯೋತಿ, ಎಪಿಎಂಸಿ ಅಧ್ಯಕ್ಷರು ಹಾಗೂ ಅಧಿಕಾರಿಗಳು ಸಭೆಯಲ್ಲಿ ಉಪಸ್ಥಿತರಿದ್ದರು. ಮಾರುಕಟ್ಟೆಯಲ್ಲಿ ಜನದಟ್ಟಣೆ ತಡೆಯಲು ಪೊಲೀಸ್ ಬಂದೋಬಸ್ತ್ ಒದಗಿಸಲಾಗುವುದು. ಹಣ್ಣು ಮತ್ತು ತರಕಾರಿಗಳನ್ನು ಮನೆ ಬಾಗಿಲಿಗೆ ತಲುಪಿಸುವ ವ್ಯವಸ್ಥೆ ಮುಂದುವರಿಯಲಿದೆ ಎಂದು ತಿಳಿಸಿದರು. xyxy=(542,314,662,477)
necc-body-col1: ಮೈಸೂರು, ಏ.15(ಆರ್‌ಕೆ)- ರಾಷ್ಟ್ರೀಯ ಮೊಟ್ಟೆ ಸಮನ್ವಯ ಸಮಿತಿ (National Egg Coordination Committee-NECC) ವತಿಯಿಂದ ಮೈಸೂರು ನಗರದ ಪೌರಕಾರ್ಮಿಕರಿಗೆ ಉಚಿತವಾಗಿ ಮೊಟ್ಟೆ ವಿತರಿಸುವ ಕಾರ್ಯಕ್ರಮಕ್ಕೆ ಜಿಲ್ಲಾ ಉಸ್ತುವಾರಿ ಸಚಿವ ಎಸ್.ಟಿ.ಸೋಮಶೇಖರ್ ಚಾಲನೆ ನೀಡಿದರು. ಮೈಸೂರು ಮಹಾನಗರ ಪಾಲಿಕೆ ಆವರಣದಲ್ಲಿ ನಡೆದ ಕಾರ್ಯಕ್ರಮದಲ್ಲಿ ಮಾತನಾಡಿದ ಅವರು, ಕೊರೊನಾ ಸಂದರ್ಭದಲ್ಲಿ ಪೌರಕಾರ್ಮಿಕರು ಜೀವದ ಹಂಗು ತೊರೆದು ಕೆಲಸ ಮಾಡುತ್ತಿದ್ದಾರೆ. ಅವರ ಆರೋಗ್ಯ ರಕ್ಷಣೆಗೆ ಪೌಷ್ಟಿಕ ಆಹಾರ ಅಗತ್ಯ. ಎನ್‌ಇಸಿಸಿ ವತಿಯಿಂದ ದಿನಕ್ಕೆ 11 ಸಾವಿರ ಮೊಟ್ಟೆಗಳನ್ನು ಲಾಕ್‌ಡೌನ್ ಮುಗಿಯುವವರೆಗೂ ವಿತರಿಸಲಾಗುವುದು ಎಂದರು. ಮೇಯರ್ ತಸ್ನೀಂ, ಪಾಲಿಕೆ ಆಯುಕ್ತ ಗುರುದತ್ ಹೆಗಡೆ, ಶಾಸಕರು ಹಾಗೂ ಎನ್‌ಇಸಿಸಿ ಪದಾಧಿಕಾರಿಗಳು ಉಪಸ್ಥಿತರಿದ್ದರು. ಮೊಟ್ಟೆ ಸೇವನೆಯಿಂದ ರೋಗನಿರೋಧಕ ಶಕ್ತಿ ಹೆಚ್ಚಾಗಲಿದೆ. ಕೋಳಿ ಮತ್ತು ಮೊಟ್ಟೆ ಸೇವನೆಯಿಂದ ಕೊರೊನಾ ಹರಡುತ್ತದೆ ಎಂಬುದು ಸುಳ್ಳು ಎಂದು ತಿಳಿಸಿದರು. xyxy=(292,1182,408,1321)
register-dot xyxy=(870,1410,877,1417)
cartoon-box xyxy=(22,82,287,290)
register-marks-left xyxy=(40,1402,80,1421)
panchanga-title: ಇಂದಿನ ಪಂಚಾಂಗ xyxy=(128,1166,181,1176)
radio-body: ಬೆಳಿಗ್ಗೆ 5.53 ರಿಂದ 10 ಗಂಟೆಯವರೆಗೆ ಬೆಂಗಳೂರು ಕೇಂದ್ರದ ಸಹಪ್ರಸಾರ. 10.00 ಸಣ್ಣ ವಾರ್ತೆಗಳು. 10.10 ಚಿತ್ರಗೀತೆ. ಮಧ್ಯಾಹ್ನ 1.00 ದೇಶದ ಸಮಾಚಾರ. 1.20 ಭಾವಗೀತೆ. 3.00 ನಿಮ್ಮೊಡನೆ ಮೈಸೂರು ಆಕಾಶವಾಣಿ - ಫೋನ್ ಇನ್ ಕಾರ್ಯಕ್ರಮ. ಸಂಜೆ 5.30 ರಿಂದ 11.10ರವರೆಗೆ ಬೆಂಗಳೂರು ಕೇಂದ್ರದ ಸಹಪ್ರಸಾರ. xyxy=(101,1262,283,1294)
register-dot xyxy=(40,1410,47,1417)
cartoon-track xyxy=(43,281,283,284)
cartoon-train xyxy=(73,203,168,275)
register-dot xyxy=(860,1410,867,1417)
panchanga-box xyxy=(22,1172,287,1238)
paper-name-box xyxy=(296,52,658,74)
train-label: ಶ್ರಮಿಕ್ ಎಕ್ಸ್‌ಪ್ರೆಸ್ xyxy=(79,243,163,256)
register-dot xyxy=(70,1410,77,1417)
ward-headline-2: 1500 ದಿನಸಿ ಕಿಟ್ ವಿತರಣೆ xyxy=(725,1088,858,1104)
quote-box xyxy=(655,632,925,714)
left-photo1-caption: ಮೈಸೂರಿನ ಅಗ್ರಹಾರ, ವಿದ್ಯಾರಣ್ಯಪುರಂ ಸೇರಿದಂತೆ ವಿವಿಧೆಡೆ ಪೊಲೀಸರು ಹಾಗೂ ಸ್ವಯಂಸೇವಕರು ಮಾಸ್ಕ್ ವಿತರಣೆ ಮಾಡಿದರು. xyxy=(22,376,277,384)
main-headline-1: ಹಾಪ್‌ಕಾಮ್ಸ್‌ಗೆ ಎಪಿಎಂಸಿಯಿಂದಲೇ ಹಣ್ಣು xyxy=(421,83,796,116)
main-body-col4: ಮೈಸೂರು, ಏ.15(ಆರ್‌ಕೆ)- ಲಾಕ್‌ಡೌನ್ ಹಿನ್ನೆಲೆಯಲ್ಲಿ ಹಾಪ್‌ಕಾಮ್ಸ್ ಮತ್ತು ಇತರೆ ಸಂಸ್ಥೆಗಳು ರೈತರಿಂದ ನೇರವಾಗಿ ಹಣ್ಣು, ತರಕಾರಿ ಖರೀದಿಸುವ ಬದಲು ಎಪಿಎಂಸಿಯಿಂದಲೇ ಖರೀದಿಸಬೇಕು ಎಂದು ಜಿಲ್ಲಾ ಉಸ್ತುವಾರಿ ಸಚಿವ ಎಸ್.ಟಿ.ಸೋಮಶೇಖರ್ ಸೂಚಿಸಿದರು. ಜಿಲ್ಲಾ ಪಂಚಾಯಿತಿ ಸಭಾಂಗಣದಲ್ಲಿ ಬುಧವಾರ ಎಪಿಎಂಸಿ ಪದಾಧಿಕಾರಿಗಳು, ವರ್ತಕರು ಹಾಗೂ ಅಧಿಕಾರಿಗಳ ಸಭೆಯಲ್ಲಿ ಮಾತನಾಡಿದ ಅವರು, ರೈತರು ಬೆಳೆದ ಹಣ್ಣು ತರಕಾರಿ ಮಾರಾಟಕ್ಕೆ ಯಾವುದೇ ತೊಂದರೆಯಾಗಬಾರದು. ಎಪಿಎಂಸಿ ಆವರಣದಲ್ಲಿ ಸಾಮಾಜಿಕ ಅಂತರ ಕಾಯ್ದುಕೊಂಡು ವಹಿವಾಟು ನಡೆಸಬೇಕು ಎಂದು ತಿಳಿಸಿದರು. ಕೇರಳಕ್ಕೆ ಹಾಗೂ ಇತರೆ ರಾಜ್ಯಗಳಿಗೆ ತರಕಾರಿ ಸಾಗಣೆಗೆ ಅನುಮತಿ ನೀಡಲಾಗಿದೆ. ವಾಹನಗಳಿಗೆ ಪಾಸ್ ವಿತರಿಸಲು ಕ್ರಮ ಕೈಗೊಳ್ಳಲಾಗಿದೆ. ವರ್ತಕರು ಬೆಲೆ ಏರಿಕೆ ಮಾಡಬಾರದು. ರೈತರಿಗೆ ನ್ಯಾಯಯುತ ಬೆಲೆ ದೊರೆಯುವಂತೆ ಅಧಿಕಾರಿಗಳು ನಿಗಾ ವಹಿಸಬೇಕು ಎಂದರು. ಜಿಲ್ಲಾಧಿಕಾರಿ ಅಭಿರಾಮ್ ಜಿ.ಶಂಕರ್, ಜಿಪಂ ಸಿಇಓ ಕೆ.ಜ್ಯೋತಿ, ಎಪಿಎಂಸಿ ಅಧ್ಯಕ್ಷರು ಹಾಗೂ ಅಧಿಕಾರಿಗಳು ಸಭೆಯಲ್ಲಿ ಉಪಸ್ಥಿತರಿದ್ದರು. ಮಾರುಕಟ್ಟೆಯಲ್ಲಿ ಜನದಟ್ಟಣೆ ತಡೆಯಲು ಪೊಲೀಸ್ ಬಂದೋಬಸ್ತ್ ಒದಗಿಸಲಾಗುವುದು. ಹಣ್ಣು ಮತ್ತು ತರಕಾರಿಗಳನ್ನು ಮನೆ ಬಾಗಿಲಿಗೆ ತಲುಪಿಸುವ ವ್ಯವಸ್ಥೆ ಮುಂದುವರಿಯಲಿದೆ ಎಂದು ತಿಳಿಸಿದರು. xyxy=(667,314,787,477)
cartoon-crowd xyxy=(53,105,278,195)
necc-photo xyxy=(292,1062,652,1178)
